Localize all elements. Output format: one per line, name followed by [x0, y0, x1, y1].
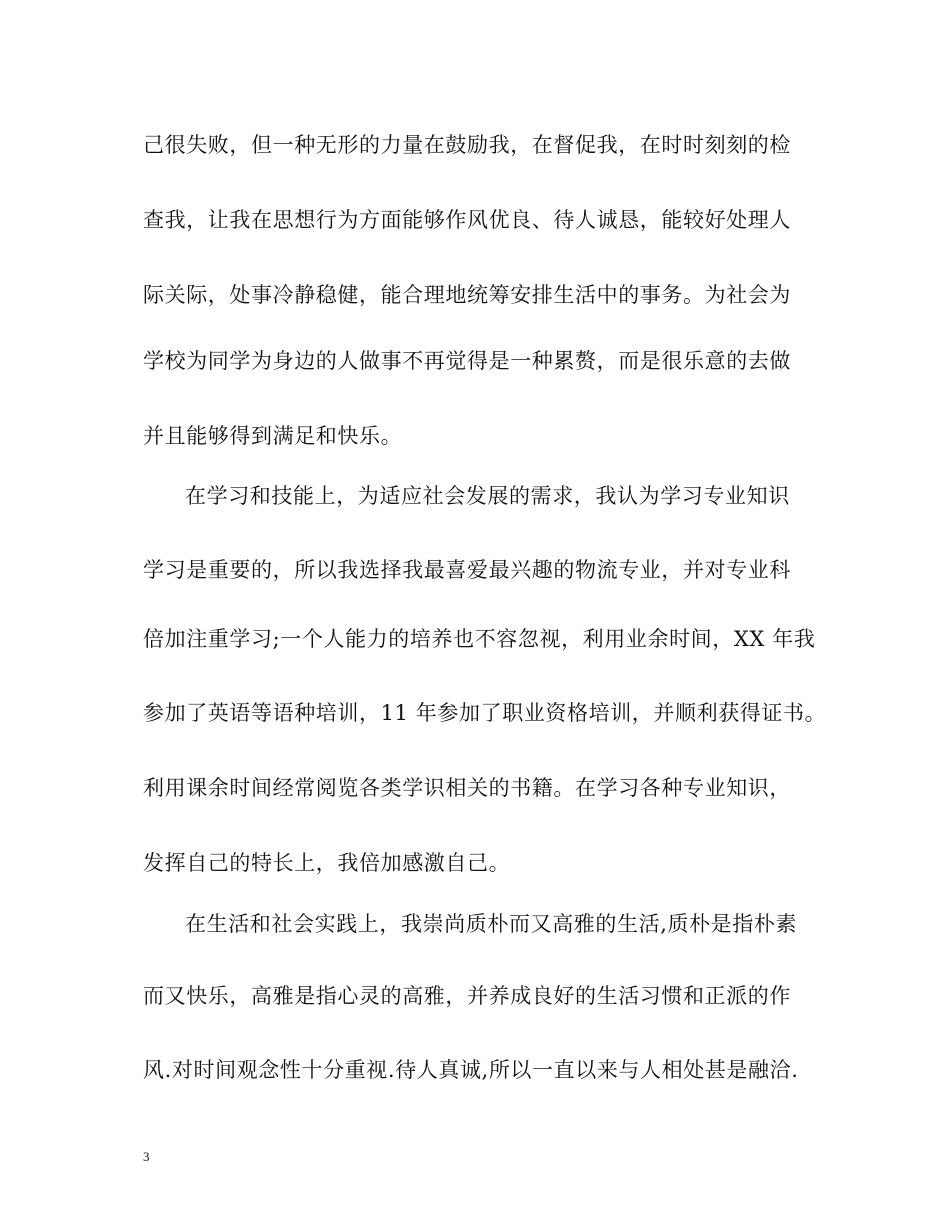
paragraph-start-line: 在生活和社会实践上，我崇尚质朴而又高雅的生活,质朴是指朴素: [185, 912, 798, 936]
text-line: 发挥自己的特长上，我倍加感激自己。: [143, 851, 511, 875]
text-line: 并且能够得到满足和快乐。: [143, 424, 403, 448]
text-line: 己很失败，但一种无形的力量在鼓励我，在督促我，在时时刻刻的检: [143, 133, 791, 157]
text-line: 风.对时间观念性十分重视.待人真诚,所以一直以来与人相处甚是融洽.: [143, 1058, 799, 1082]
text-line: 倍加注重学习;一个人能力的培养也不容忽视，利用业余时间，XX 年我: [143, 627, 816, 651]
text-line: 学习是重要的，所以我选择我最喜爱最兴趣的物流专业，并对专业科: [143, 558, 791, 582]
text-line: 际关际，处事冷静稳健，能合理地统筹安排生活中的事务。为社会为: [143, 283, 791, 307]
page-number: 3: [143, 1149, 150, 1164]
paragraph-start-line: 在学习和技能上，为适应社会发展的需求，我认为学习专业知识: [185, 484, 790, 508]
text-line: 利用课余时间经常阅览各类学识相关的书籍。在学习各种专业知识，: [143, 776, 791, 800]
text-line: 参加了英语等语种培训，11 年参加了职业资格培训，并顺利获得证书。: [143, 701, 827, 725]
text-line: 而又快乐，高雅是指心灵的高雅，并养成良好的生活习惯和正派的作: [143, 984, 791, 1008]
text-line: 学校为同学为身边的人做事不再觉得是一种累赘，而是很乐意的去做: [143, 349, 791, 373]
text-line: 查我，让我在思想行为方面能够作风优良、待人诚恳，能较好处理人: [143, 208, 791, 232]
